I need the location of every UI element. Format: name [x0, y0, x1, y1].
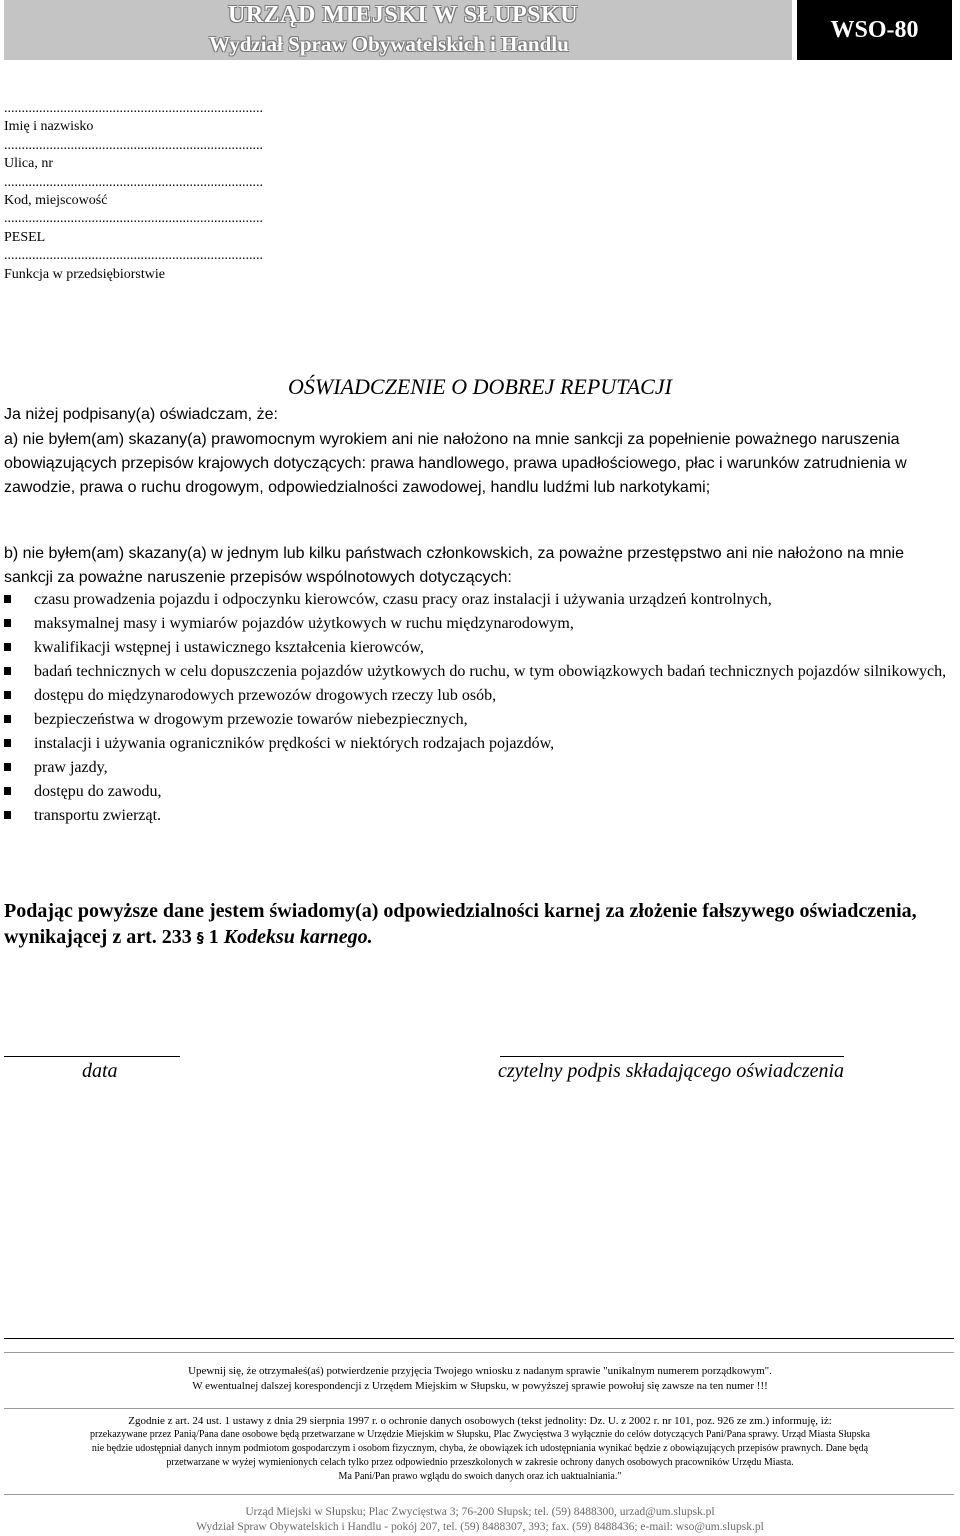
signature-line[interactable] — [500, 1056, 844, 1057]
list-item: kwalifikacji wstępnej i ustawicznego kształcenia kierowców, — [4, 636, 950, 660]
case-number-notice: Upewnij się, że otrzymałeś(aś) potwierdzenie przyjęcia Twojego wniosku z nadanym sprawie "unikalnym numerem porządkowym". — [188, 1365, 772, 1377]
correspondence-notice: W ewentualnej dalszej korespondencji z Urzędem Miejskim w Słupsku, w powyższej sprawie powołuj się zawsze na ten numer !!! — [192, 1380, 768, 1392]
field-dots[interactable]: .......................................................................... — [4, 248, 263, 264]
field-label-street: Ulica, nr — [4, 156, 53, 172]
field-label-pesel: PESEL — [4, 229, 46, 245]
document-title: OŚWIADCZENIE O DOBREJ REPUTACJI — [288, 374, 672, 399]
bullet-square-icon — [4, 667, 11, 675]
office-title: URZĄD MIEJSKI W SŁUPSKU — [228, 2, 579, 28]
bullet-square-icon — [4, 787, 11, 795]
list-item: czasu prowadzenia pojazdu i odpoczynku kierowców, czasu pracy oraz instalacji i używania urządzeń kontrolnych, — [4, 588, 950, 612]
bullet-square-icon — [4, 595, 11, 603]
bullet-square-icon — [4, 643, 11, 651]
statement-code-name: Kodeksu karnego. — [223, 926, 373, 948]
date-line[interactable] — [4, 1056, 180, 1057]
signature-label: czytelny podpis składającego oświadczenia — [498, 1060, 845, 1082]
point-b-text: b) nie byłem(am) skazany(a) w jednym lub kilku państwach członkowskich, za poważne przestępstwo ani nie nałożono na mnie sankcji za poważne naruszenie przepisów wspólnotowych dotyczących: — [4, 545, 904, 586]
personal-data-fields — [4, 100, 263, 284]
privacy-clause: nie będzie udostępniał danych innym podmiotom gospodarczym i osobom fizycznym, chyba, że obowiązek ich udostępniania wynikać będzie z obowiązujących przepisów prawnych. Dane będą — [91, 1443, 869, 1454]
field-label-name: Imię i nazwisko — [4, 119, 94, 135]
privacy-clause: przetwarzane w wyżej wymienionych celach tylko przez odpowiednio przeszkolonych w zakresie ochrony danych osobowych pracowników Urzędu Miasta. — [166, 1457, 794, 1468]
regulations-list — [4, 588, 950, 828]
bullet-square-icon — [4, 619, 11, 627]
bullet-square-icon — [4, 763, 11, 771]
field-dots[interactable]: .......................................................................... — [4, 174, 263, 190]
form-code-badge: WSO-80 — [797, 0, 952, 60]
list-item: dostępu do zawodu, — [4, 780, 950, 804]
privacy-clause: Zgodnie z art. 24 ust. 1 ustawy z dnia 29 sierpnia 1997 r. o ochronie danych osobowych (tekst jednolity: Dz. U. z 2002 r. nr 101, poz. 926 ze zm.) informuję, iż: — [128, 1415, 832, 1427]
list-item: bezpieczeństwa w drogowym przewozie towarów niebezpiecznych, — [4, 708, 950, 732]
footer-divider — [4, 1352, 954, 1353]
point-a-text: a) nie byłem(am) skazany(a) prawomocnym wyrokiem ani nie nałożono na mnie sankcji za popełnienie poważnego naruszenia obowiązujących przepisów krajowych dotyczących: prawa handlowego, prawa upadłościowego, płac i warunków zatrudnienia w zawodzie, prawa o ruchu drogowym, odpowiedzialności zawodowej, handlu ludźmi lub narkotykami; — [4, 431, 907, 496]
field-dots[interactable]: .......................................................................... — [4, 137, 263, 153]
bullet-square-icon — [4, 715, 11, 723]
list-item: dostępu do międzynarodowych przewozów drogowych rzeczy lub osób, — [4, 684, 950, 708]
bullet-square-icon — [4, 811, 11, 819]
list-item: transportu zwierząt. — [4, 804, 950, 828]
field-dots[interactable]: .......................................................................... — [4, 211, 263, 227]
department-subtitle: Wydział Spraw Obywatelskich i Handlu — [209, 32, 569, 56]
statement-bold: Podając powyższe dane jestem świadomy(a) odpowiedzialności karnej za złożenie fałszywego oświadczenia, wynikającej z art. 233 — [4, 900, 917, 948]
bullet-square-icon — [4, 691, 11, 699]
footer-divider — [4, 1338, 954, 1339]
statement-paragraph-number: 1 — [208, 926, 219, 948]
office-address: Urząd Miejski w Słupsku; Plac Zwycięstwa 3; 76-200 Słupsk; tel. (59) 8488300, urzad@um.slupsk.pl — [245, 1506, 715, 1518]
footer-divider — [4, 1408, 954, 1409]
field-label-function: Funkcja w przedsiębiorstwie — [4, 266, 165, 282]
department-contact: Wydział Spraw Obywatelskich i Handlu - pokój 207, tel. (59) 8488307, 393; fax. (59) 8488436; e-mail: wso@um.slupsk.pl — [196, 1521, 764, 1533]
list-item: badań technicznych w celu dopuszczenia pojazdów użytkowych do ruchu, w tym obowiązkowych badań technicznych pojazdów silnikowych, — [4, 660, 950, 684]
footer-divider — [4, 1494, 954, 1495]
liability-statement: Podając powyższe dane jestem świadomy(a) odpowiedzialności karnej za złożenie fałszywego oświadczenia, wynikającej z art. 233 § 1 Kodeksu karnego. — [4, 900, 917, 948]
list-item: instalacji i używania ograniczników prędkości w niektórych rodzajach pojazdów, — [4, 732, 950, 756]
intro-text: Ja niżej podpisany(a) oświadczam, że: — [4, 406, 278, 423]
header-band — [4, 0, 792, 60]
privacy-clause: Ma Pani/Pan prawo wglądu do swoich danych oraz ich uaktualniania." — [338, 1471, 622, 1482]
date-label: data — [82, 1060, 118, 1082]
list-item: praw jazdy, — [4, 756, 950, 780]
privacy-clause: przekazywane przez Panią/Pana dane osobowe będą przetwarzane w Urzędzie Miejskim w Słupsku, Plac Zwycięstwa 3 wyłącznie do celów dotyczących Pani/Pana sprawy. Urząd Miasta Słupska — [90, 1429, 870, 1440]
field-label-postal-city: Kod, miejscowość — [4, 193, 108, 209]
bullet-square-icon — [4, 739, 11, 747]
field-dots[interactable]: .......................................................................... — [4, 101, 263, 116]
list-item: maksymalnej masy i wymiarów pojazdów użytkowych w ruchu międzynarodowym, — [4, 612, 950, 636]
